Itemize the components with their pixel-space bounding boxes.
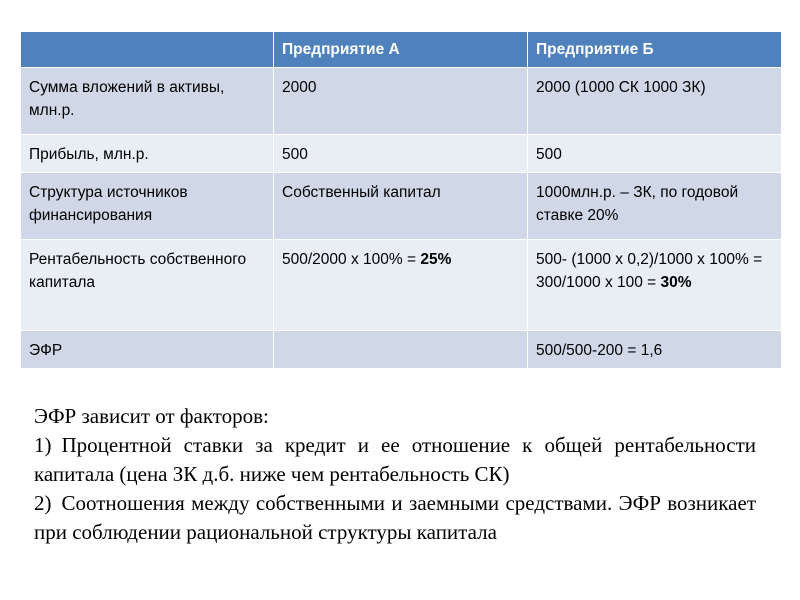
formula-text: 500- (1000 х 0,2)/1000 х 100% = 300/1000 х 100 =: [536, 251, 763, 291]
cell-company-a: 2000: [274, 68, 528, 135]
cell-company-b: [528, 240, 782, 331]
notes-item: [34, 431, 756, 489]
formula-result: 30%: [660, 274, 692, 291]
row-label: Рентабельность собственного капитала: [21, 240, 274, 331]
header-cell-company-b: Предприятие Б: [528, 32, 782, 68]
formula-result: 25%: [420, 251, 452, 268]
table-row: [21, 173, 782, 240]
cell-company-b: 2000 (1000 СК 1000 ЗК): [528, 68, 782, 135]
table-row: [21, 135, 782, 173]
comparison-table: [20, 31, 782, 369]
row-label: Структура источников финансирования: [21, 173, 274, 240]
row-label: Прибыль, млн.р.: [21, 135, 274, 173]
cell-company-b: 500/500-200 = 1,6: [528, 331, 782, 369]
item-number: 1): [34, 433, 52, 457]
cell-company-a: [274, 240, 528, 331]
item-number: 2): [34, 491, 52, 515]
notes-title: ЭФР зависит от факторов:: [34, 404, 269, 428]
cell-company-a: 500: [274, 135, 528, 173]
cell-company-b: 1000млн.р. – ЗК, по годовой ставке 20%: [528, 173, 782, 240]
row-label: ЭФР: [21, 331, 274, 369]
row-label: Сумма вложений в активы, млн.р.: [21, 68, 274, 135]
item-text: Процентной ставки за кредит и ее отношение к общей рентабельности капитала (цена ЗК д.б. ниже чем рентабельность СК): [34, 433, 756, 486]
table-row: [21, 240, 782, 331]
header-cell-company-a: Предприятие А: [274, 32, 528, 68]
table-header-row: [21, 32, 782, 68]
cell-company-a: [274, 331, 528, 369]
table-row: [21, 68, 782, 135]
cell-company-b: 500: [528, 135, 782, 173]
notes-block: [34, 402, 756, 547]
notes-item: [34, 489, 756, 547]
table-row: [21, 331, 782, 369]
header-cell-empty: [21, 32, 274, 68]
cell-company-a: Собственный капитал: [274, 173, 528, 240]
item-text: Соотношения между собственными и заемными средствами. ЭФР возникает при соблюдении рациональной структуры капитала: [34, 491, 756, 544]
formula-text: 500/2000 х 100% =: [282, 251, 421, 268]
